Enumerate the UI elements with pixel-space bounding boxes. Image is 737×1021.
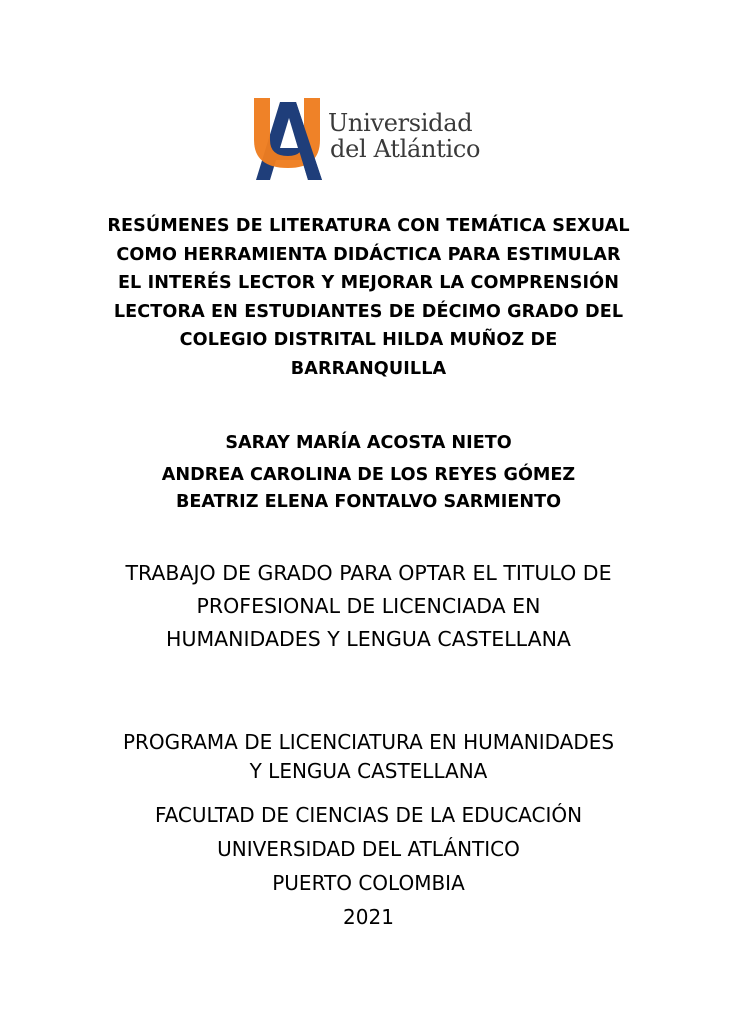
institution-info bbox=[40, 798, 697, 934]
degree-line: HUMANIDADES Y LENGUA CASTELLANA bbox=[166, 627, 571, 651]
author-name: SARAY MARÍA ACOSTA NIETO bbox=[225, 433, 512, 453]
title-line: COMO HERRAMIENTA DIDÁCTICA PARA ESTIMULAR bbox=[116, 244, 621, 265]
title-line: COLEGIO DISTRITAL HILDA MUÑOZ DE bbox=[179, 330, 558, 350]
title-line: LECTORA EN ESTUDIANTES DE DÉCIMO GRADO DEL bbox=[113, 301, 624, 322]
title-line: BARRANQUILLA bbox=[290, 358, 447, 379]
thesis-title bbox=[40, 212, 697, 383]
university-logo bbox=[250, 94, 490, 184]
degree-line: PROFESIONAL DE LICENCIADA EN bbox=[196, 594, 541, 618]
year: 2021 bbox=[343, 905, 394, 929]
author-name: BEATRIZ ELENA FONTALVO SARMIENTO bbox=[175, 492, 562, 512]
program-name bbox=[40, 728, 697, 786]
university-name: UNIVERSIDAD DEL ATLÁNTICO bbox=[217, 837, 520, 861]
degree-line: TRABAJO DE GRADO PARA OPTAR EL TITULO DE bbox=[125, 561, 612, 585]
logo-line-atlantico: del Atlántico bbox=[330, 135, 481, 163]
program-line: Y LENGUA CASTELLANA bbox=[249, 759, 488, 783]
ua-monogram-icon bbox=[250, 94, 330, 184]
author-name: ANDREA CAROLINA DE LOS REYES GÓMEZ bbox=[161, 465, 576, 485]
logo-wordmark bbox=[328, 110, 480, 162]
faculty-name: FACULTAD DE CIENCIAS DE LA EDUCACIÓN bbox=[154, 803, 583, 827]
city-name: PUERTO COLOMBIA bbox=[272, 871, 465, 895]
logo-line-universidad: Universidad bbox=[328, 109, 473, 137]
program-line: PROGRAMA DE LICENCIATURA EN HUMANIDADES bbox=[122, 730, 615, 754]
degree-statement bbox=[40, 557, 697, 656]
author-list bbox=[40, 428, 697, 516]
title-line: RESÚMENES DE LITERATURA CON TEMÁTICA SEXUAL bbox=[107, 216, 630, 236]
title-line: EL INTERÉS LECTOR Y MEJORAR LA COMPRENSIÓN bbox=[117, 273, 620, 293]
